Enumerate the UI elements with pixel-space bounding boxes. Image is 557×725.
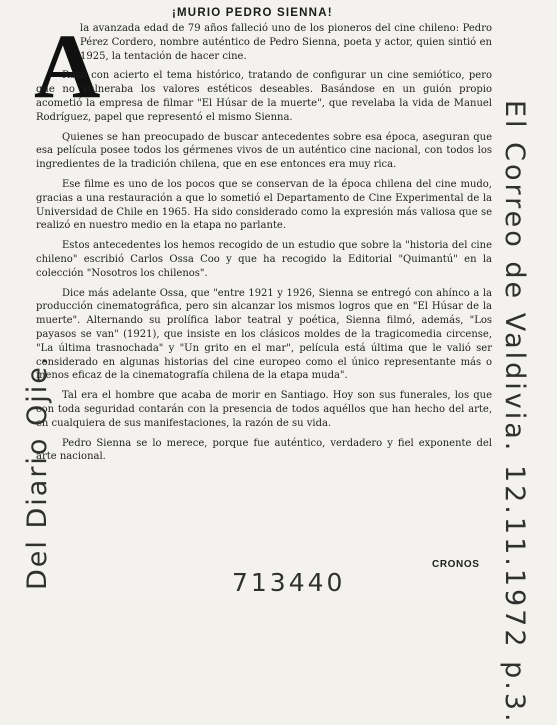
handwritten-date-note: El Correo de Valdivia. 12.11.1972 p.3. — [499, 100, 530, 725]
paragraph-4: Ese filme es uno de los pocos que se conservan de la época chilena del cine mudo, gracias a una restauración a que lo sometió el Departamento de Cine Experimental de la Universidad de Chile en 1965. Ha sido considerado como la expresión más valiosa que se realizó en nuestro medio en la etapa no parlante. — [36, 178, 492, 232]
paragraph-8: Pedro Sienna se lo merece, porque fue auténtico, verdadero y fiel exponente del arte nacional. — [36, 437, 492, 463]
paragraph-5: Estos antecedentes los hemos recogido de un estudio que sobre la "historia del cine chileno" escribió Carlos Ossa Coo y que ha recogido la Editorial "Quimantú" en la colección "Nosotros los chilenos". — [36, 240, 492, 279]
paragraph-2: Rozó con acierto el tema histórico, tratando de configurar un cine semiótico, pero que no vulneraba los valores estéticos deseables. Basándose en un guión propio acometió la empresa de filmar "El Húsar de la muerte", que revelaba la vida de Manuel Rodríguez, papel que representó el mismo Sienna. — [36, 70, 492, 123]
paragraph-1: la avanzada edad de 79 años falleció uno de los pioneros del cine chileno: Pedro Pérez Cordero, nombre auténtico de Pedro Sienna, poeta y actor, quien sintió en 1925, la tentación de hacer cine. — [80, 23, 492, 62]
paragraph-7: Tal era el hombre que acaba de morir en Santiago. Hoy son sus funerales, los que con toda seguridad contarán con la presencia de todos aquéllos que han hecho del arte, en cualquiera de sus manifestaciones, la razón de su vida. — [36, 390, 492, 429]
paragraph-3: Quienes se han preocupado de buscar antecedentes sobre esa época, aseguran que esa película posee todos los gérmenes vivos de un auténtico cine nacional, con todos los ingredientes de la tradición chilena, que en ese entonces era muy rica. — [36, 131, 492, 171]
handwritten-source-note: Del Diario Ojie. — [22, 354, 53, 590]
article-title: ¡MURIO PEDRO SIENNA! — [172, 7, 333, 19]
handwritten-catalog-number: 713440 — [232, 568, 346, 597]
paragraph-6: Dice más adelante Ossa, que "entre 1921 y 1926, Sienna se entregó con ahínco a la producción cinematográfica, pero sin alcanzar los mismos logros que en "El Húsar de la muerte". Alternando su prolífica labor teatral y poética, Sienna filmó, además, "Los payasos se van" (1921), que insiste en los clásicos moldes de la tragicomedia circense, "La última trasnochada" y "Un grito en el mar", película está última que le valió ser considerado en algunas historias del cine europeo como el único representante más o menos eficaz de la cinematografía chilena de la etapa muda". — [36, 287, 492, 382]
article-body — [34, 15, 492, 464]
author-signature: CRONOS — [432, 559, 480, 570]
drop-cap: A — [34, 15, 101, 117]
